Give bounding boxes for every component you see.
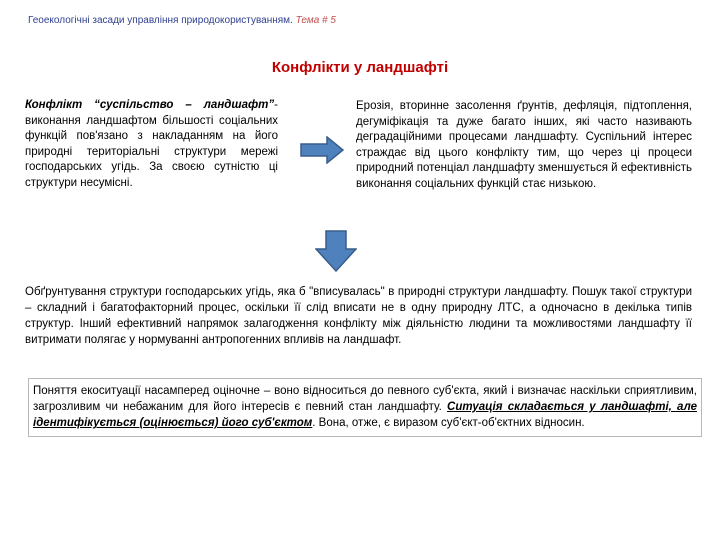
conflict-term: Конфлікт “суспільство – ландшафт” xyxy=(25,99,275,111)
arrow-right-icon xyxy=(300,136,344,164)
ecosituation-text-2: . Вона, отже, є виразом суб'єкт-об'єктних відносин. xyxy=(312,417,585,429)
slide-title: Конфлікти у ландшафті xyxy=(271,59,449,76)
slide-header xyxy=(28,15,336,26)
ecosituation-paragraph xyxy=(28,378,702,437)
course-name: Геоекологічні засади управління природокористуванням. xyxy=(28,15,293,26)
ecosituation-text-1: Поняття екоситуації насамперед оціночне – воно відноситься до певного суб'єкта, який і визначає наскільки сприятливим, загрозливим чи небажаним для його інтересів є певний стан ландшафту. xyxy=(33,385,697,413)
conflict-definition xyxy=(25,98,278,192)
arrow-down-icon xyxy=(315,230,357,272)
conflict-description: - виконання ландшафтом більшості соціальних функцій пов'язано з накладанням на його природні територіальні структури мережі господарських угідь. За своєю сутністю ці структури несумісні. xyxy=(25,99,278,189)
topic-label: Тема # 5 xyxy=(295,15,336,26)
degradation-processes: Ерозія, вторинне засолення ґрунтів, дефляція, підтоплення, дегуміфікація та дуже багато інших, які часто називають деградаційними процесами ландшафту. Суспільний інтерес страждає від цього конфлікту тим, що через ці процеси природний потенціал ландшафту зменшується й ефективність виконання соціальних функцій стає низькою. xyxy=(356,100,692,190)
resolution-paragraph: Обґрунтування структури господарських угідь, яка б "вписувалась" в природні структури ландшафту. Пошук такої структури – складний і багатофакторний процес, оскільки її слід вписати не в одну природну ЛТС, а одночасно в декілька типів структур. Інший ефективний напрямок залагодження конфлікту між діяльністю людини та можливостями ландшафту її витримати полягає у нормуванні антропогенних впливів на ландшафт. xyxy=(25,286,692,346)
ecosituation-emphasis: Ситуація складається у ландшафті, але ідентифікується (оцінюється) його суб'єктом xyxy=(33,401,697,429)
